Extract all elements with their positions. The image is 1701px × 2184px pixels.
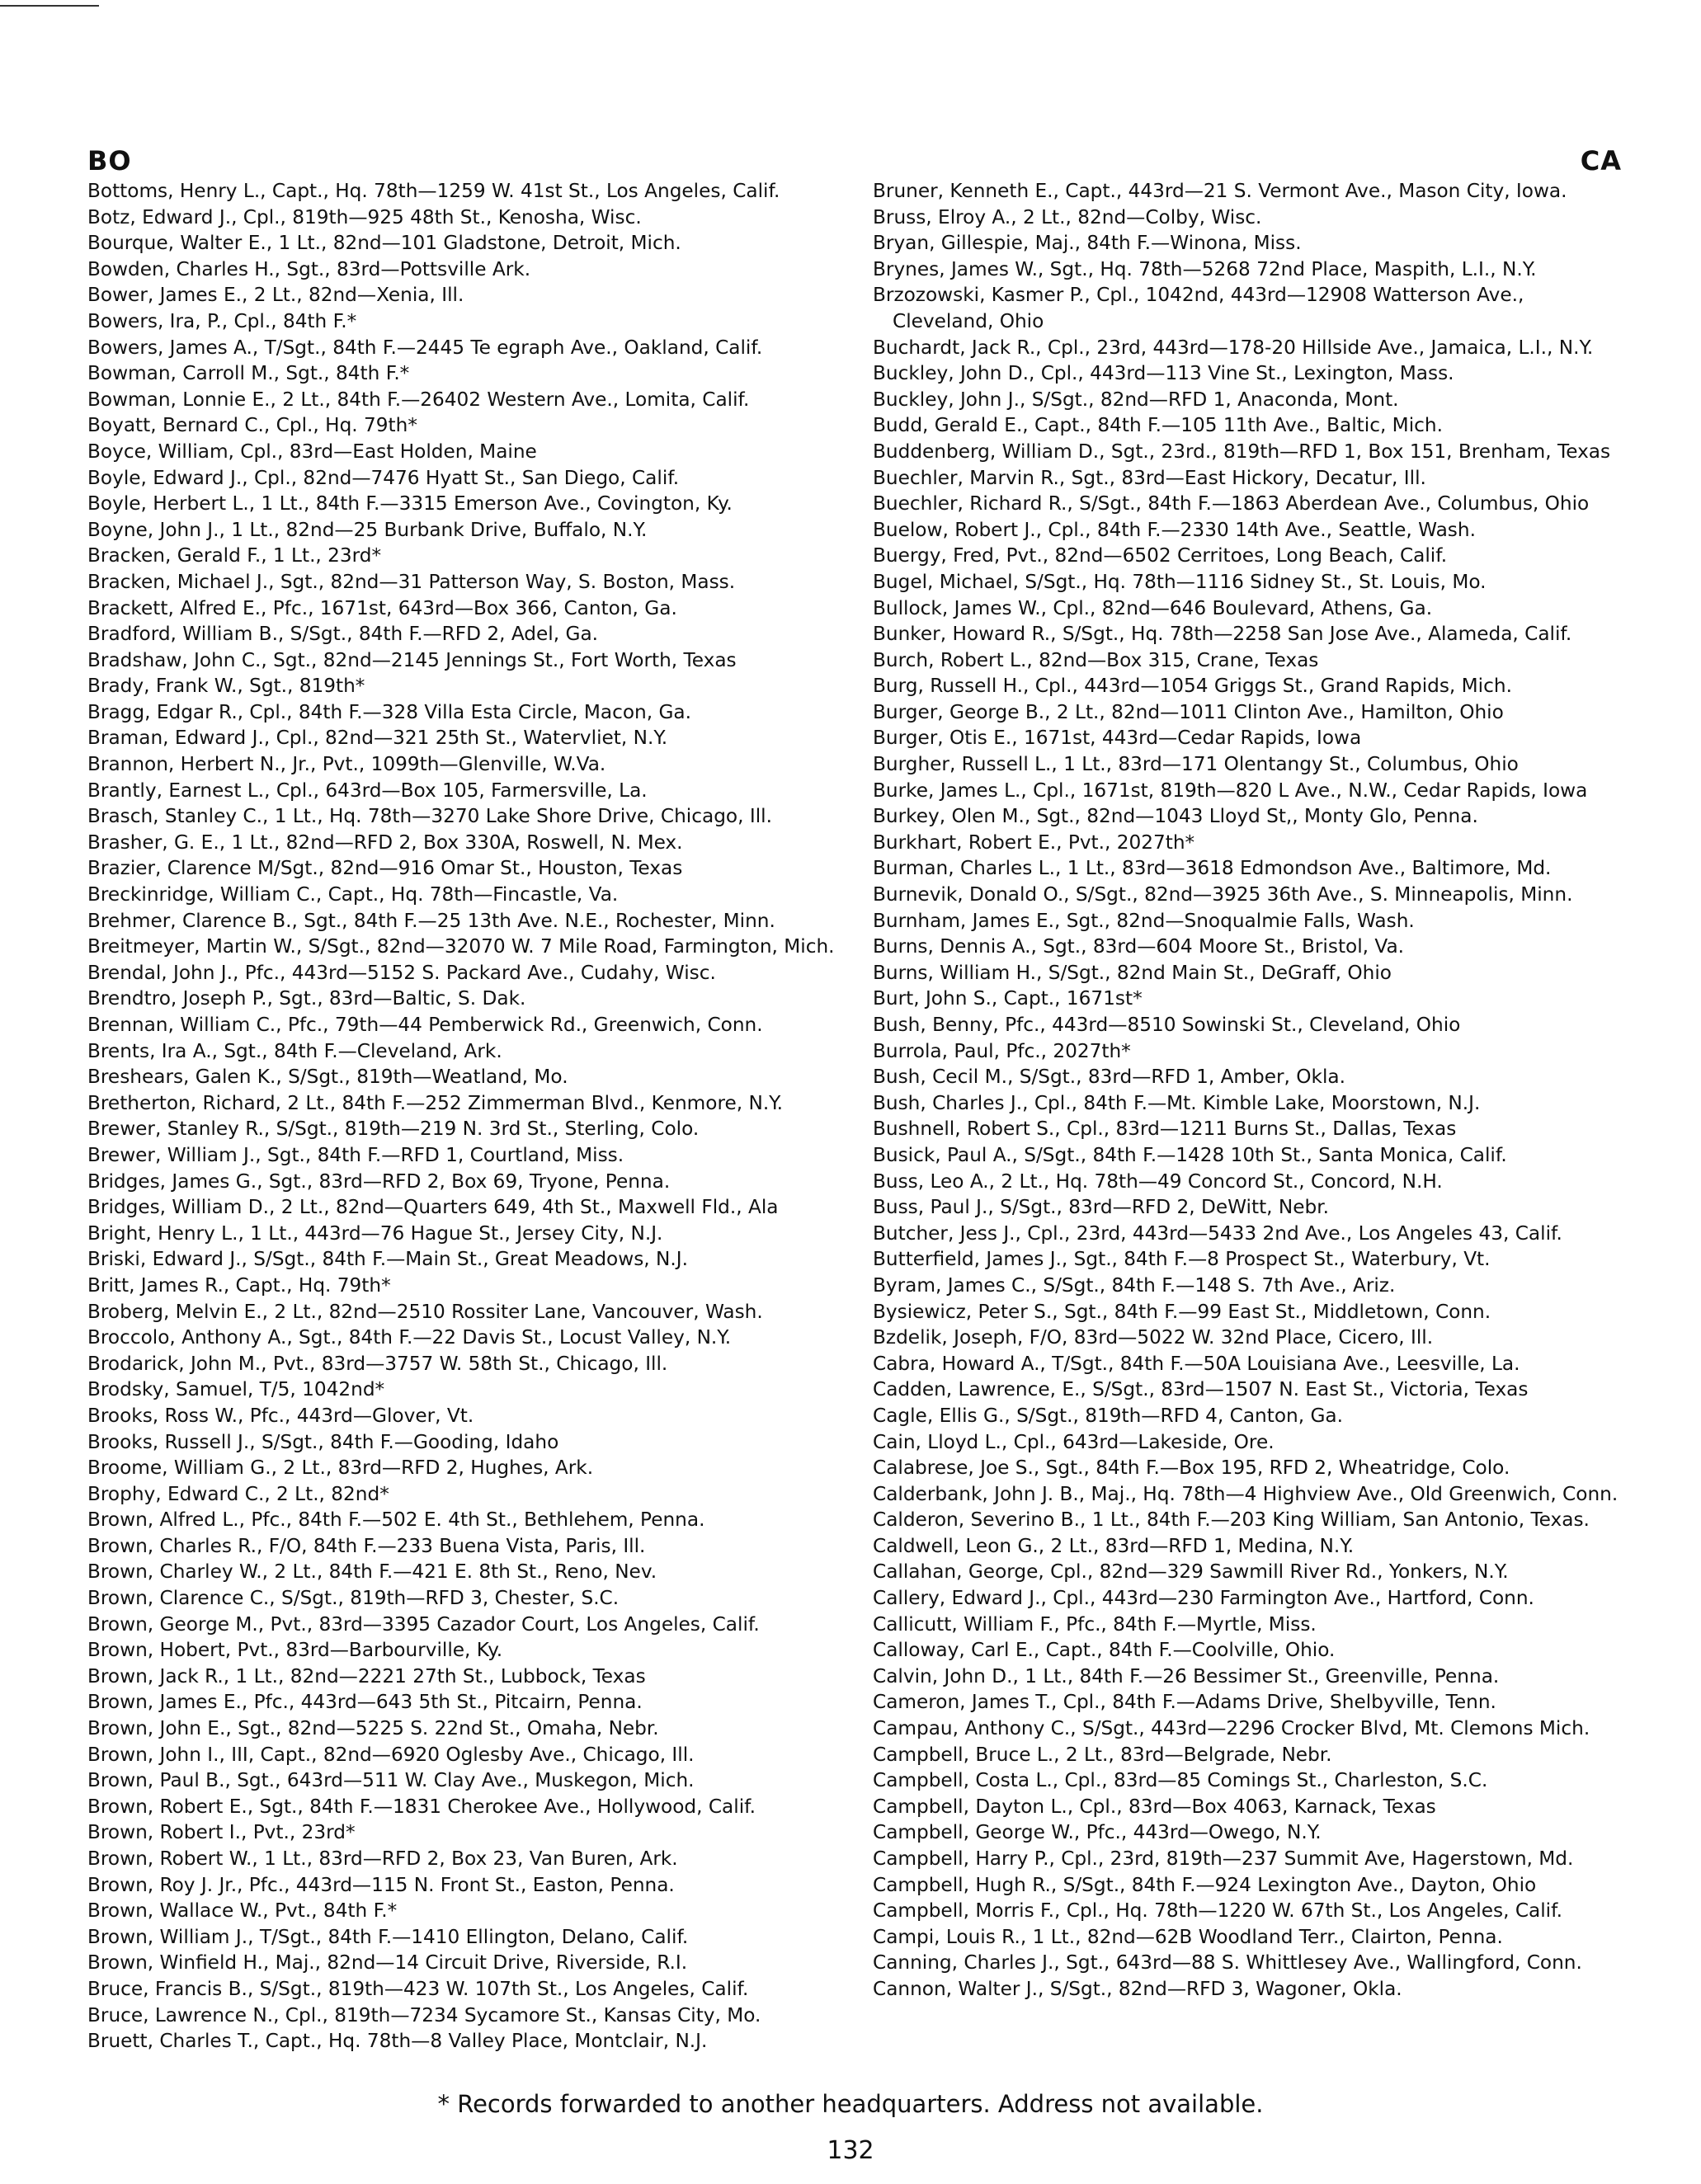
roster-entry: Bruce, Lawrence N., Cpl., 819th—7234 Sycamore St., Kansas City, Mo.	[87, 2003, 761, 2026]
roster-entry: Brown, Roy J. Jr., Pfc., 443rd—115 N. Front St., Easton, Penna.	[87, 1873, 675, 1896]
roster-entry: Brown, James E., Pfc., 443rd—643 5th St., Pitcairn, Penna.	[87, 1691, 643, 1714]
roster-entry: Callahan, George, Cpl., 82nd—329 Sawmill River Rd., Yonkers, N.Y.	[873, 1560, 1509, 1584]
roster-entry: Campbell, Morris F., Cpl., Hq. 78th—1220 W. 67th St., Los Angeles, Calif.	[873, 1899, 1562, 1923]
roster-entry: Burns, Dennis A., Sgt., 83rd—604 Moore St., Bristol, Va.	[873, 935, 1405, 958]
roster-entry: Brendal, John J., Pfc., 443rd—5152 S. Packard Ave., Cudahy, Wisc.	[87, 961, 716, 984]
roster-entry: Brents, Ira A., Sgt., 84th F.—Cleveland, Ark.	[87, 1039, 502, 1062]
roster-entry: Brown, Charles R., F/O, 84th F.—233 Buena Vista, Paris, Ill.	[87, 1534, 646, 1557]
roster-entry: Bragg, Edgar R., Cpl., 84th F.—328 Villa Esta Circle, Macon, Ga.	[87, 700, 691, 723]
roster-entry: Brazier, Clarence M/Sgt., 82nd—916 Omar St., Houston, Texas	[87, 857, 683, 880]
roster-entry: Calderbank, John J. B., Maj., Hq. 78th—4 Highview Ave., Old Greenwich, Conn.	[873, 1482, 1619, 1505]
roster-entry: Campbell, Costa L., Cpl., 83rd—85 Comings St., Charleston, S.C.	[873, 1769, 1488, 1792]
roster-entry: Brown, Robert E., Sgt., 84th F.—1831 Cherokee Ave., Hollywood, Calif.	[87, 1795, 756, 1818]
roster-entry: Buddenberg, William D., Sgt., 23rd., 819th—RFD 1, Box 151, Brenham, Texas	[873, 440, 1611, 463]
roster-entry: Cagle, Ellis G., S/Sgt., 819th—RFD 4, Canton, Ga.	[873, 1404, 1344, 1427]
roster-entry: Buechler, Marvin R., Sgt., 83rd—East Hickory, Decatur, Ill.	[873, 466, 1426, 489]
roster-entry: Brown, Winfield H., Maj., 82nd—14 Circuit Drive, Riverside, R.I.	[87, 1951, 688, 1975]
roster-entry: Brown, Robert I., Pvt., 23rd*	[87, 1821, 356, 1844]
roster-entry: Cadden, Lawrence, E., S/Sgt., 83rd—1507 N. East St., Victoria, Texas	[873, 1378, 1529, 1401]
roster-entry: Buckley, John D., Cpl., 443rd—113 Vine St., Lexington, Mass.	[873, 362, 1454, 385]
roster-entry: Brown, Clarence C., S/Sgt., 819th—RFD 3, Chester, S.C.	[87, 1587, 620, 1610]
roster-entry: Brewer, William J., Sgt., 84th F.—RFD 1, Courtland, Miss.	[87, 1143, 624, 1166]
roster-entry: Boyle, Edward J., Cpl., 82nd—7476 Hyatt St., San Diego, Calif.	[87, 466, 680, 489]
roster-entry: Calderon, Severino B., 1 Lt., 84th F.—203 King William, San Antonio, Texas.	[873, 1509, 1590, 1532]
roster-entry: Brennan, William C., Pfc., 79th—44 Pemberwick Rd., Greenwich, Conn.	[87, 1014, 763, 1036]
roster-entry: Burns, William H., S/Sgt., 82nd Main St., DeGraff, Ohio	[873, 961, 1392, 984]
roster-entry: Breshears, Galen K., S/Sgt., 819th—Weatland, Mo.	[87, 1066, 568, 1089]
roster-entry: Buechler, Richard R., S/Sgt., 84th F.—1863 Aberdean Ave., Columbus, Ohio	[873, 492, 1590, 515]
roster-entry: Brendtro, Joseph P., Sgt., 83rd—Baltic, S. Dak.	[87, 987, 526, 1010]
roster-entry: Bottoms, Henry L., Capt., Hq. 78th—1259 W. 41st St., Los Angeles, Calif.	[87, 180, 780, 202]
roster-entry: Boyatt, Bernard C., Cpl., Hq. 79th*	[87, 414, 417, 437]
roster-entry: Brzozowski, Kasmer P., Cpl., 1042nd, 443rd—12908 Watterson Ave., Cleveland, Ohio	[873, 284, 1524, 332]
roster-entry: Buss, Paul J., S/Sgt., 83rd—RFD 2, DeWitt, Nebr.	[873, 1196, 1329, 1219]
roster-entry: Bruner, Kenneth E., Capt., 443rd—21 S. Vermont Ave., Mason City, Iowa.	[873, 180, 1567, 202]
roster-entry: Broccolo, Anthony A., Sgt., 84th F.—22 Davis St., Locust Valley, N.Y.	[87, 1326, 732, 1349]
roster-entry: Brooks, Russell J., S/Sgt., 84th F.—Gooding, Idaho	[87, 1430, 559, 1453]
roster-entry: Bruett, Charles T., Capt., Hq. 78th—8 Valley Place, Montclair, N.J.	[87, 2030, 708, 2053]
roster-entry: Boyce, William, Cpl., 83rd—East Holden, Maine	[87, 440, 537, 463]
roster-entry: Cabra, Howard A., T/Sgt., 84th F.—50A Louisiana Ave., Leesville, La.	[873, 1352, 1520, 1375]
roster-entry: Bourque, Walter E., 1 Lt., 82nd—101 Gladstone, Detroit, Mich.	[87, 232, 681, 255]
roster-entry: Brantly, Earnest L., Cpl., 643rd—Box 105, Farmersville, La.	[87, 779, 648, 802]
roster-entry: Bowers, James A., T/Sgt., 84th F.—2445 Te egraph Ave., Oakland, Calif.	[87, 336, 763, 359]
roster-entry: Botz, Edward J., Cpl., 819th—925 48th St., Kenosha, Wisc.	[87, 205, 642, 228]
roster-entry: Campbell, Hugh R., S/Sgt., 84th F.—924 Lexington Ave., Dayton, Ohio	[873, 1873, 1537, 1896]
roster-entry: Bunker, Howard R., S/Sgt., Hq. 78th—2258 San Jose Ave., Alameda, Calif.	[873, 623, 1572, 646]
roster-entry: Burkey, Olen M., Sgt., 82nd—1043 Lloyd St,, Monty Glo, Penna.	[873, 805, 1478, 828]
roster-entry: Bower, James E., 2 Lt., 82nd—Xenia, Ill.	[87, 284, 464, 307]
roster-entry: Brown, John I., III, Capt., 82nd—6920 Oglesby Ave., Chicago, Ill.	[87, 1743, 695, 1766]
roster-entry: Bush, Cecil M., S/Sgt., 83rd—RFD 1, Amber, Okla.	[873, 1066, 1345, 1089]
roster-entry: Broome, William G., 2 Lt., 83rd—RFD 2, Hughes, Ark.	[87, 1457, 594, 1480]
roster-entry: Cain, Lloyd L., Cpl., 643rd—Lakeside, Ore.	[873, 1430, 1275, 1453]
roster-entry: Brophy, Edward C., 2 Lt., 82nd*	[87, 1482, 389, 1505]
roster-entry: Brewer, Stanley R., S/Sgt., 819th—219 N. 3rd St., Sterling, Colo.	[87, 1118, 700, 1141]
roster-entry: Bushnell, Robert S., Cpl., 83rd—1211 Burns St., Dallas, Texas	[873, 1118, 1457, 1141]
roster-entry: Buss, Leo A., 2 Lt., Hq. 78th—49 Concord St., Concord, N.H.	[873, 1170, 1443, 1193]
roster-entry: Brasch, Stanley C., 1 Lt., Hq. 78th—3270 Lake Shore Drive, Chicago, Ill.	[87, 805, 772, 828]
roster-entry: Bowers, Ira, P., Cpl., 84th F.*	[87, 309, 357, 332]
roster-entry: Calloway, Carl E., Capt., 84th F.—Coolville, Ohio.	[873, 1639, 1336, 1662]
roster-entry: Bradshaw, John C., Sgt., 82nd—2145 Jennings St., Fort Worth, Texas	[87, 648, 737, 671]
roster-entry: Brown, John E., Sgt., 82nd—5225 S. 22nd St., Omaha, Nebr.	[87, 1717, 659, 1740]
roster-entry: Burnevik, Donald O., S/Sgt., 82nd—3925 36th Ave., S. Minneapolis, Minn.	[873, 883, 1573, 906]
roster-entry: Britt, James R., Capt., Hq. 79th*	[87, 1273, 391, 1297]
roster-entry: Canning, Charles J., Sgt., 643rd—88 S. Whittlesey Ave., Wallingford, Conn.	[873, 1951, 1582, 1975]
roster-entry: Callicutt, William F., Pfc., 84th F.—Myrtle, Miss.	[873, 1612, 1317, 1636]
roster-entry: Bowman, Lonnie E., 2 Lt., 84th F.—26402 Western Ave., Lomita, Calif.	[87, 388, 750, 411]
roster-entry: Butterfield, James J., Sgt., 84th F.—8 Prospect St., Waterbury, Vt.	[873, 1248, 1491, 1271]
roster-entry: Bush, Benny, Pfc., 443rd—8510 Sowinski St., Cleveland, Ohio	[873, 1014, 1461, 1036]
roster-entry: Brodsky, Samuel, T/5, 1042nd*	[87, 1378, 385, 1401]
roster-entry: Burt, John S., Capt., 1671st*	[873, 987, 1143, 1010]
roster-entry: Boyle, Herbert L., 1 Lt., 84th F.—3315 Emerson Ave., Covington, Ky.	[87, 492, 733, 515]
roster-entry: Campi, Louis R., 1 Lt., 82nd—62B Woodland Terr., Clairton, Penna.	[873, 1925, 1503, 1948]
roster-entry: Braman, Edward J., Cpl., 82nd—321 25th St., Watervliet, N.Y.	[87, 727, 668, 750]
roster-entry: Bysiewicz, Peter S., Sgt., 84th F.—99 East St., Middletown, Conn.	[873, 1300, 1491, 1323]
roster-entry: Brown, Alfred L., Pfc., 84th F.—502 E. 4th St., Bethlehem, Penna.	[87, 1509, 705, 1532]
roster-entry: Brown, Paul B., Sgt., 643rd—511 W. Clay Ave., Muskegon, Mich.	[87, 1769, 695, 1792]
roster-entry: Buchardt, Jack R., Cpl., 23rd, 443rd—178-20 Hillside Ave., Jamaica, L.I., N.Y.	[873, 336, 1594, 359]
roster-entry: Bridges, William D., 2 Lt., 82nd—Quarters 649, 4th St., Maxwell Fld., Ala	[87, 1196, 779, 1219]
roster-entry: Busick, Paul A., S/Sgt., 84th F.—1428 10th St., Santa Monica, Calif.	[873, 1143, 1507, 1166]
roster-entry: Buckley, John J., S/Sgt., 82nd—RFD 1, Anaconda, Mont.	[873, 388, 1399, 411]
roster-entry: Brown, Wallace W., Pvt., 84th F.*	[87, 1899, 398, 1923]
roster-entry: Brackett, Alfred E., Pfc., 1671st, 643rd—Box 366, Canton, Ga.	[87, 596, 677, 619]
roster-entry: Bryan, Gillespie, Maj., 84th F.—Winona, Miss.	[873, 232, 1302, 255]
roster-entry: Butcher, Jess J., Cpl., 23rd, 443rd—5433 2nd Ave., Los Angeles 43, Calif.	[873, 1221, 1562, 1245]
roster-entry: Campau, Anthony C., S/Sgt., 443rd—2296 Crocker Blvd, Mt. Clemons Mich.	[873, 1717, 1590, 1740]
roster-entry: Bright, Henry L., 1 Lt., 443rd—76 Hague St., Jersey City, N.J.	[87, 1221, 663, 1245]
roster-entry: Burnham, James E., Sgt., 82nd—Snoqualmie Falls, Wash.	[873, 909, 1415, 932]
right-column	[873, 178, 1630, 2003]
roster-entry: Brown, Robert W., 1 Lt., 83rd—RFD 2, Box 23, Van Buren, Ark.	[87, 1847, 678, 1870]
top-rule	[0, 5, 99, 7]
roster-entry: Burrola, Paul, Pfc., 2027th*	[873, 1039, 1131, 1062]
footnote: * Records forwarded to another headquarters. Address not available.	[437, 2090, 1264, 2118]
roster-entry: Calabrese, Joe S., Sgt., 84th F.—Box 195, RFD 2, Wheatridge, Colo.	[873, 1457, 1510, 1480]
roster-entry: Bretherton, Richard, 2 Lt., 84th F.—252 Zimmerman Blvd., Kenmore, N.Y.	[87, 1091, 784, 1114]
roster-entry: Buergy, Fred, Pvt., 82nd—6502 Cerritoes, Long Beach, Calif.	[873, 544, 1448, 567]
left-column	[87, 178, 855, 2055]
roster-entry: Bruce, Francis B., S/Sgt., 819th—423 W. 107th St., Los Angeles, Calif.	[87, 1977, 749, 2000]
roster-entry: Bowman, Carroll M., Sgt., 84th F.*	[87, 362, 410, 385]
roster-entry: Bullock, James W., Cpl., 82nd—646 Boulevard, Athens, Ga.	[873, 596, 1433, 619]
roster-entry: Breckinridge, William C., Capt., Hq. 78th—Fincastle, Va.	[87, 883, 619, 906]
roster-entry: Burman, Charles L., 1 Lt., 83rd—3618 Edmondson Ave., Baltimore, Md.	[873, 857, 1552, 880]
section-header-left: BO	[87, 145, 132, 177]
roster-entry: Brown, George M., Pvt., 83rd—3395 Cazador Court, Los Angeles, Calif.	[87, 1612, 760, 1636]
roster-entry: Bowden, Charles H., Sgt., 83rd—Pottsville Ark.	[87, 257, 531, 280]
roster-entry: Boyne, John J., 1 Lt., 82nd—25 Burbank Drive, Buffalo, N.Y.	[87, 518, 648, 541]
roster-entry: Brynes, James W., Sgt., Hq. 78th—5268 72nd Place, Maspith, L.I., N.Y.	[873, 257, 1537, 280]
roster-entry: Bzdelik, Joseph, F/O, 83rd—5022 W. 32nd Place, Cicero, Ill.	[873, 1326, 1434, 1349]
roster-entry: Calvin, John D., 1 Lt., 84th F.—26 Bessimer St., Greenville, Penna.	[873, 1664, 1500, 1687]
roster-entry: Brannon, Herbert N., Jr., Pvt., 1099th—Glenville, W.Va.	[87, 753, 606, 776]
roster-entry: Caldwell, Leon G., 2 Lt., 83rd—RFD 1, Medina, N.Y.	[873, 1534, 1355, 1557]
roster-entry: Bridges, James G., Sgt., 83rd—RFD 2, Box 69, Tryone, Penna.	[87, 1170, 671, 1193]
roster-entry: Cameron, James T., Cpl., 84th F.—Adams Drive, Shelbyville, Tenn.	[873, 1691, 1496, 1714]
roster-entry: Bugel, Michael, S/Sgt., Hq. 78th—1116 Sidney St., St. Louis, Mo.	[873, 570, 1487, 593]
roster-entry: Burch, Robert L., 82nd—Box 315, Crane, Texas	[873, 648, 1319, 671]
roster-entry: Brady, Frank W., Sgt., 819th*	[87, 675, 365, 698]
roster-entry: Bracken, Gerald F., 1 Lt., 23rd*	[87, 544, 382, 567]
roster-entry: Brodarick, John M., Pvt., 83rd—3757 W. 58th St., Chicago, Ill.	[87, 1352, 668, 1375]
roster-entry: Campbell, Harry P., Cpl., 23rd, 819th—237 Summit Ave, Hagerstown, Md.	[873, 1847, 1574, 1870]
roster-entry: Campbell, Bruce L., 2 Lt., 83rd—Belgrade, Nebr.	[873, 1743, 1332, 1766]
roster-entry: Burke, James L., Cpl., 1671st, 819th—820 L Ave., N.W., Cedar Rapids, Iowa	[873, 779, 1588, 802]
roster-entry: Brown, Hobert, Pvt., 83rd—Barbourville, Ky.	[87, 1639, 503, 1662]
roster-entry: Brooks, Ross W., Pfc., 443rd—Glover, Vt.	[87, 1404, 474, 1427]
roster-entry: Callery, Edward J., Cpl., 443rd—230 Farmington Ave., Hartford, Conn.	[873, 1587, 1534, 1610]
roster-entry: Byram, James C., S/Sgt., 84th F.—148 S. 7th Ave., Ariz.	[873, 1273, 1396, 1297]
roster-entry: Burkhart, Robert E., Pvt., 2027th*	[873, 831, 1195, 854]
roster-entry: Cannon, Walter J., S/Sgt., 82nd—RFD 3, Wagoner, Okla.	[873, 1977, 1402, 2000]
roster-entry: Brown, Charley W., 2 Lt., 84th F.—421 E. 8th St., Reno, Nev.	[87, 1560, 657, 1584]
roster-entry: Campbell, Dayton L., Cpl., 83rd—Box 4063, Karnack, Texas	[873, 1795, 1436, 1818]
roster-entry: Bush, Charles J., Cpl., 84th F.—Mt. Kimble Lake, Moorstown, N.J.	[873, 1091, 1481, 1114]
roster-entry: Breitmeyer, Martin W., S/Sgt., 82nd—32070 W. 7 Mile Road, Farmington, Mich.	[87, 935, 835, 958]
roster-entry: Burger, George B., 2 Lt., 82nd—1011 Clinton Ave., Hamilton, Ohio	[873, 700, 1504, 723]
section-header-right: CA	[1580, 145, 1622, 177]
roster-entry: Campbell, George W., Pfc., 443rd—Owego, N.Y.	[873, 1821, 1322, 1844]
roster-entry: Bruss, Elroy A., 2 Lt., 82nd—Colby, Wisc.	[873, 205, 1262, 228]
roster-entry: Brasher, G. E., 1 Lt., 82nd—RFD 2, Box 330A, Roswell, N. Mex.	[87, 831, 683, 854]
roster-entry: Burgher, Russell L., 1 Lt., 83rd—171 Olentangy St., Columbus, Ohio	[873, 753, 1519, 776]
roster-entry: Brown, William J., T/Sgt., 84th F.—1410 Ellington, Delano, Calif.	[87, 1925, 689, 1948]
roster-entry: Burger, Otis E., 1671st, 443rd—Cedar Rapids, Iowa	[873, 727, 1362, 750]
roster-entry: Broberg, Melvin E., 2 Lt., 82nd—2510 Rossiter Lane, Vancouver, Wash.	[87, 1300, 763, 1323]
roster-entry: Bracken, Michael J., Sgt., 82nd—31 Patterson Way, S. Boston, Mass.	[87, 570, 736, 593]
roster-entry: Budd, Gerald E., Capt., 84th F.—105 11th Ave., Baltic, Mich.	[873, 414, 1443, 437]
roster-entry: Bradford, William B., S/Sgt., 84th F.—RFD 2, Adel, Ga.	[87, 623, 599, 646]
roster-entry: Brehmer, Clarence B., Sgt., 84th F.—25 13th Ave. N.E., Rochester, Minn.	[87, 909, 775, 932]
page-number: 132	[827, 2136, 874, 2165]
roster-entry: Burg, Russell H., Cpl., 443rd—1054 Griggs St., Grand Rapids, Mich.	[873, 675, 1512, 698]
roster-entry: Buelow, Robert J., Cpl., 84th F.—2330 14th Ave., Seattle, Wash.	[873, 518, 1476, 541]
roster-entry: Briski, Edward J., S/Sgt., 84th F.—Main St., Great Meadows, N.J.	[87, 1248, 688, 1271]
roster-entry: Brown, Jack R., 1 Lt., 82nd—2221 27th St., Lubbock, Texas	[87, 1664, 646, 1687]
